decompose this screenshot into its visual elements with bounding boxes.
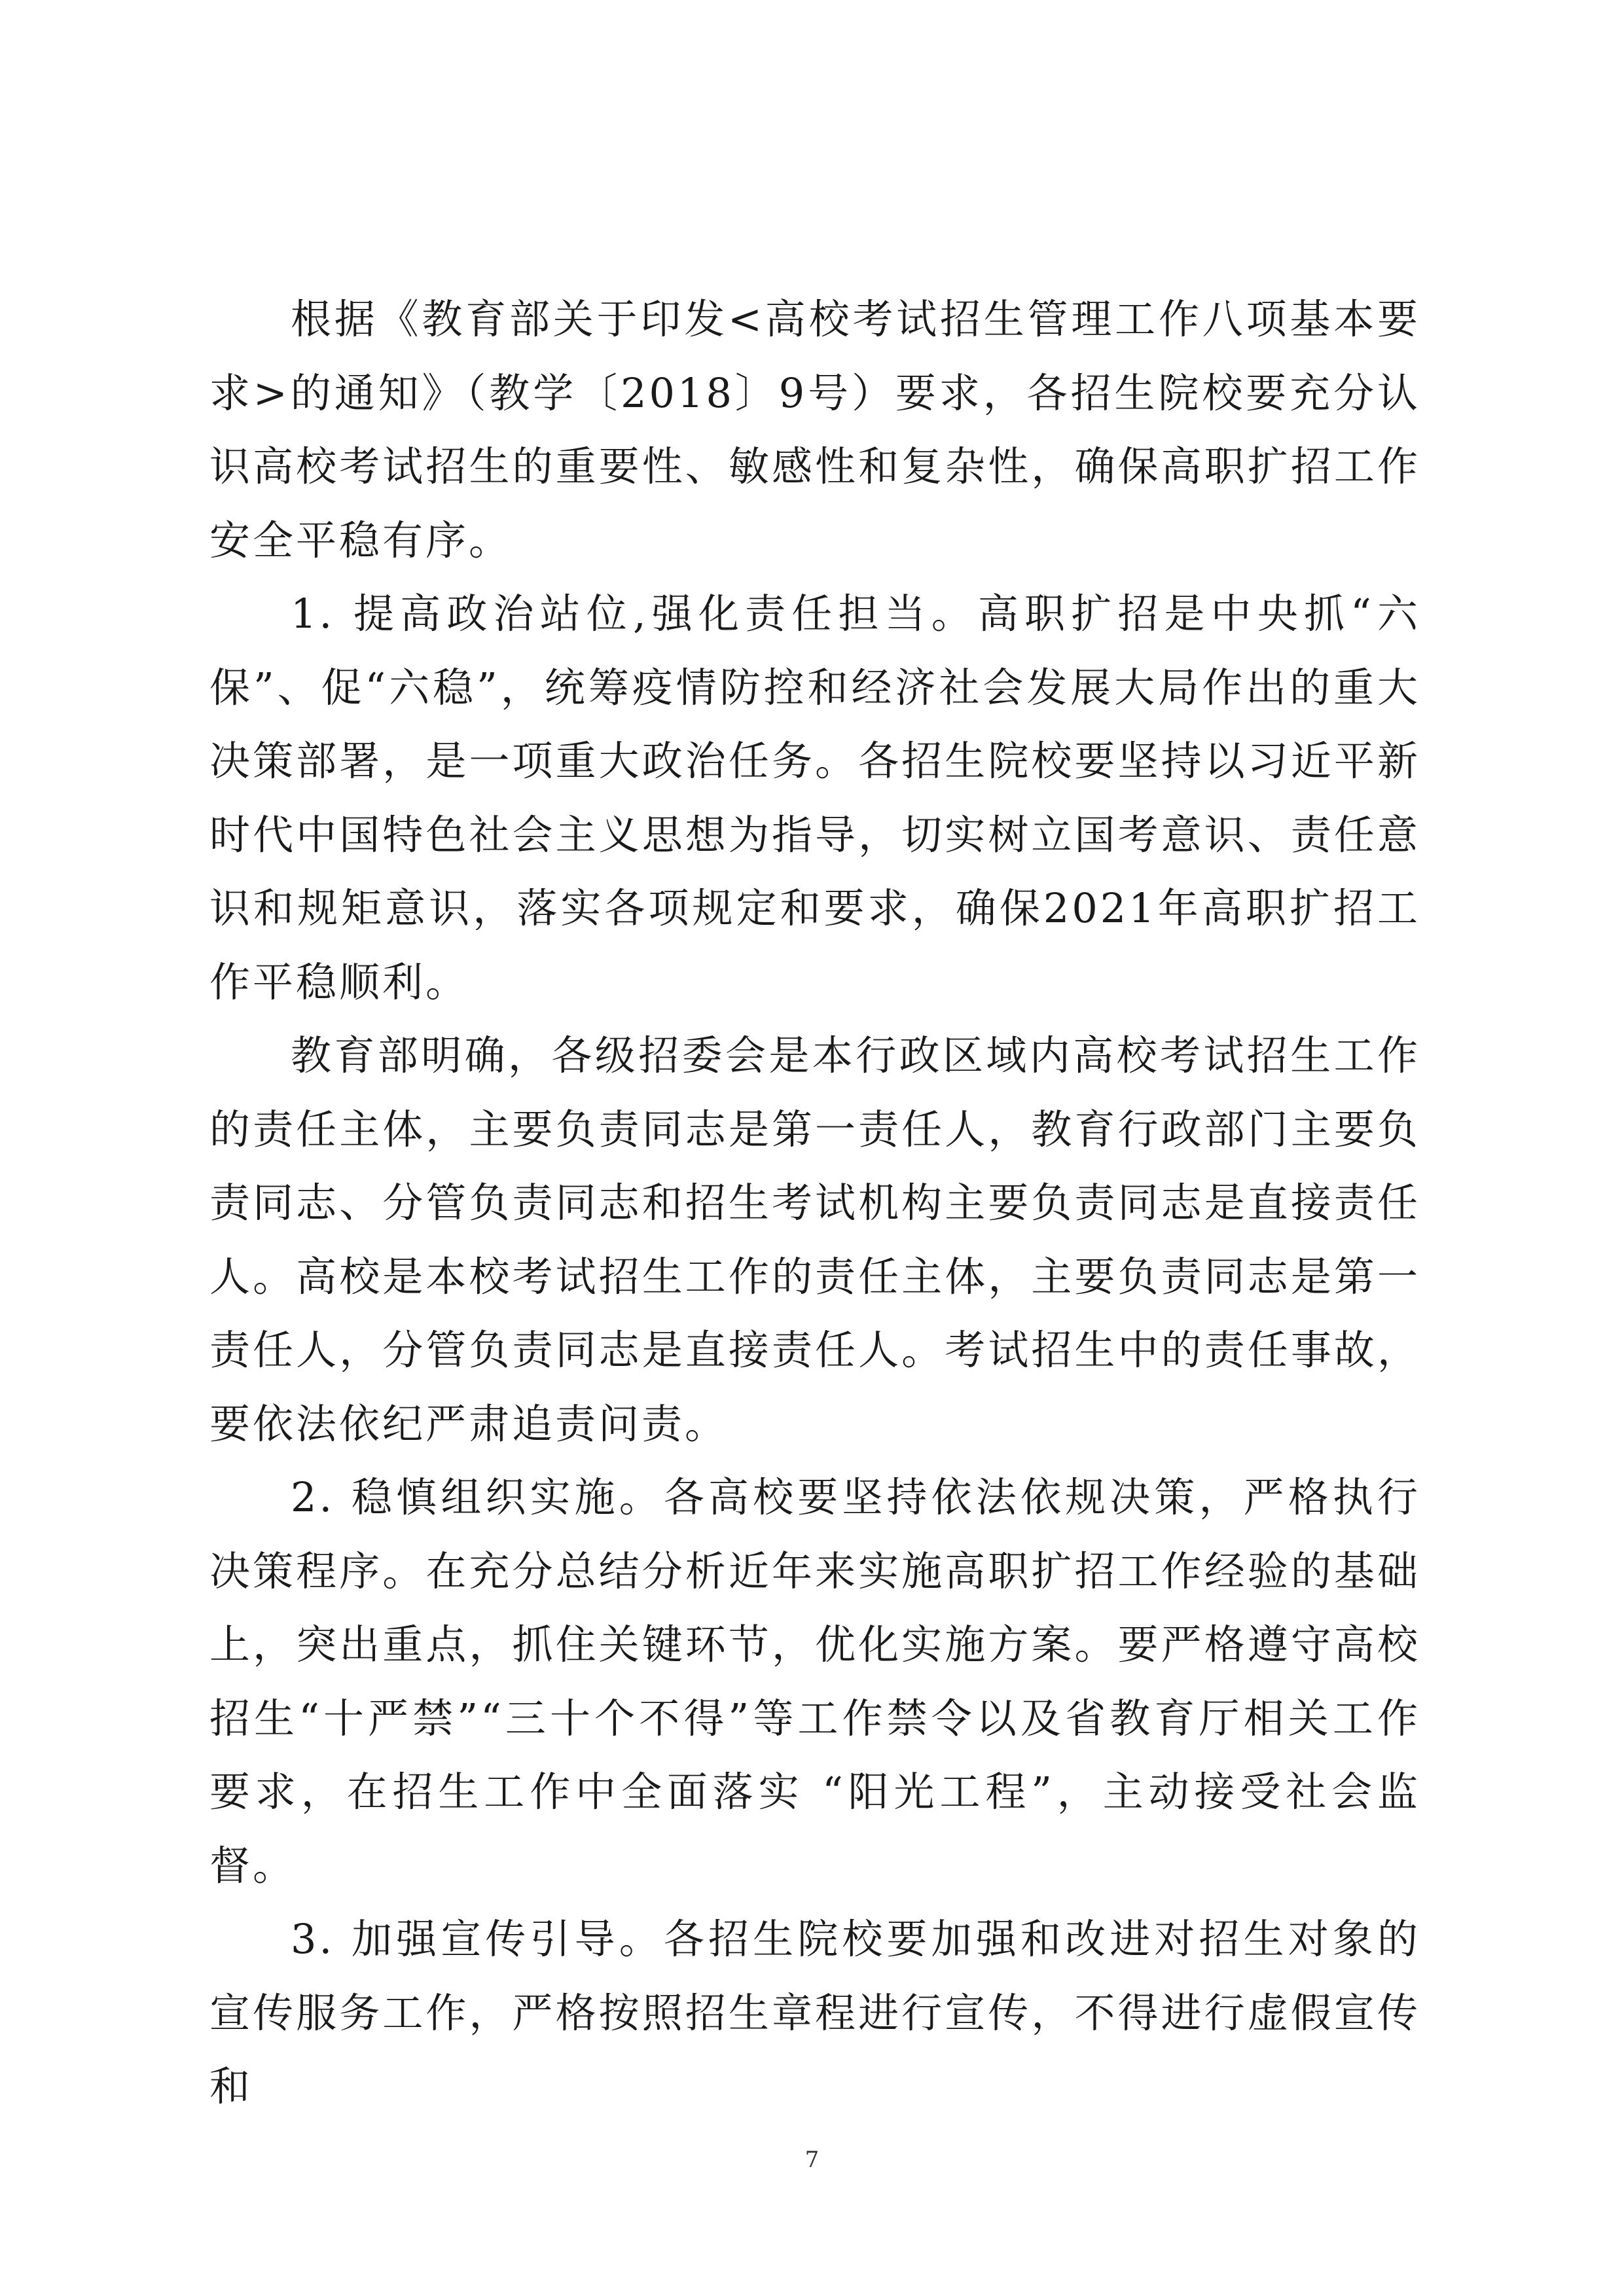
paragraph-section-1: 1. 提高政治站位,强化责任担当。高职扩招是中央抓“六保”、促“六稳”，统筹疫情防控和经济社会发展大局作出的重大决策部署，是一项重大政治任务。各招生院校要坚持以习近平新时代中国特色社会主义思想为指导，切实树立国考意识、责任意识和规矩意识，落实各项规定和要求，确保2021年高职扩招工作平稳顺利。 xyxy=(209,590,1420,1006)
paragraph-section-2: 2. 稳慎组织实施。各高校要坚持依法依规决策，严格执行决策程序。在充分总结分析近年来实施高职扩招工作经验的基础上，突出重点，抓住关键环节，优化实施方案。要严格遵守高校招生“十严禁”“三十个不得”等工作禁令以及省教育厅相关工作要求，在招生工作中全面落实 “阳光工程”，主动接受社会监督。 xyxy=(209,1473,1420,1890)
paragraph-intro: 根据《教育部关于印发<高校考试招生管理工作八项基本要求>的通知》（教学〔2018〕9号）要求，各招生院校要充分认识高校考试招生的重要性、敏感性和复杂性，确保高职扩招工作安全平稳有序。 xyxy=(209,295,1420,564)
body-text xyxy=(209,283,1420,2124)
paragraph-responsibility: 教育部明确，各级招委会是本行政区域内高校考试招生工作的责任主体，主要负责同志是第一责任人，教育行政部门主要负责同志、分管负责同志和招生考试机构主要负责同志是直接责任人。高校是本校考试招生工作的责任主体，主要负责同志是第一责任人，分管负责同志是直接责任人。考试招生中的责任事故，要依法依纪严肃追责问责。 xyxy=(209,1031,1420,1448)
page-number: 7 xyxy=(804,2147,820,2173)
paragraph-section-3: 3. 加强宣传引导。各招生院校要加强和改进对招生对象的宣传服务工作，严格按照招生章程进行宣传，不得进行虚假宣传和 xyxy=(209,1915,1420,2110)
